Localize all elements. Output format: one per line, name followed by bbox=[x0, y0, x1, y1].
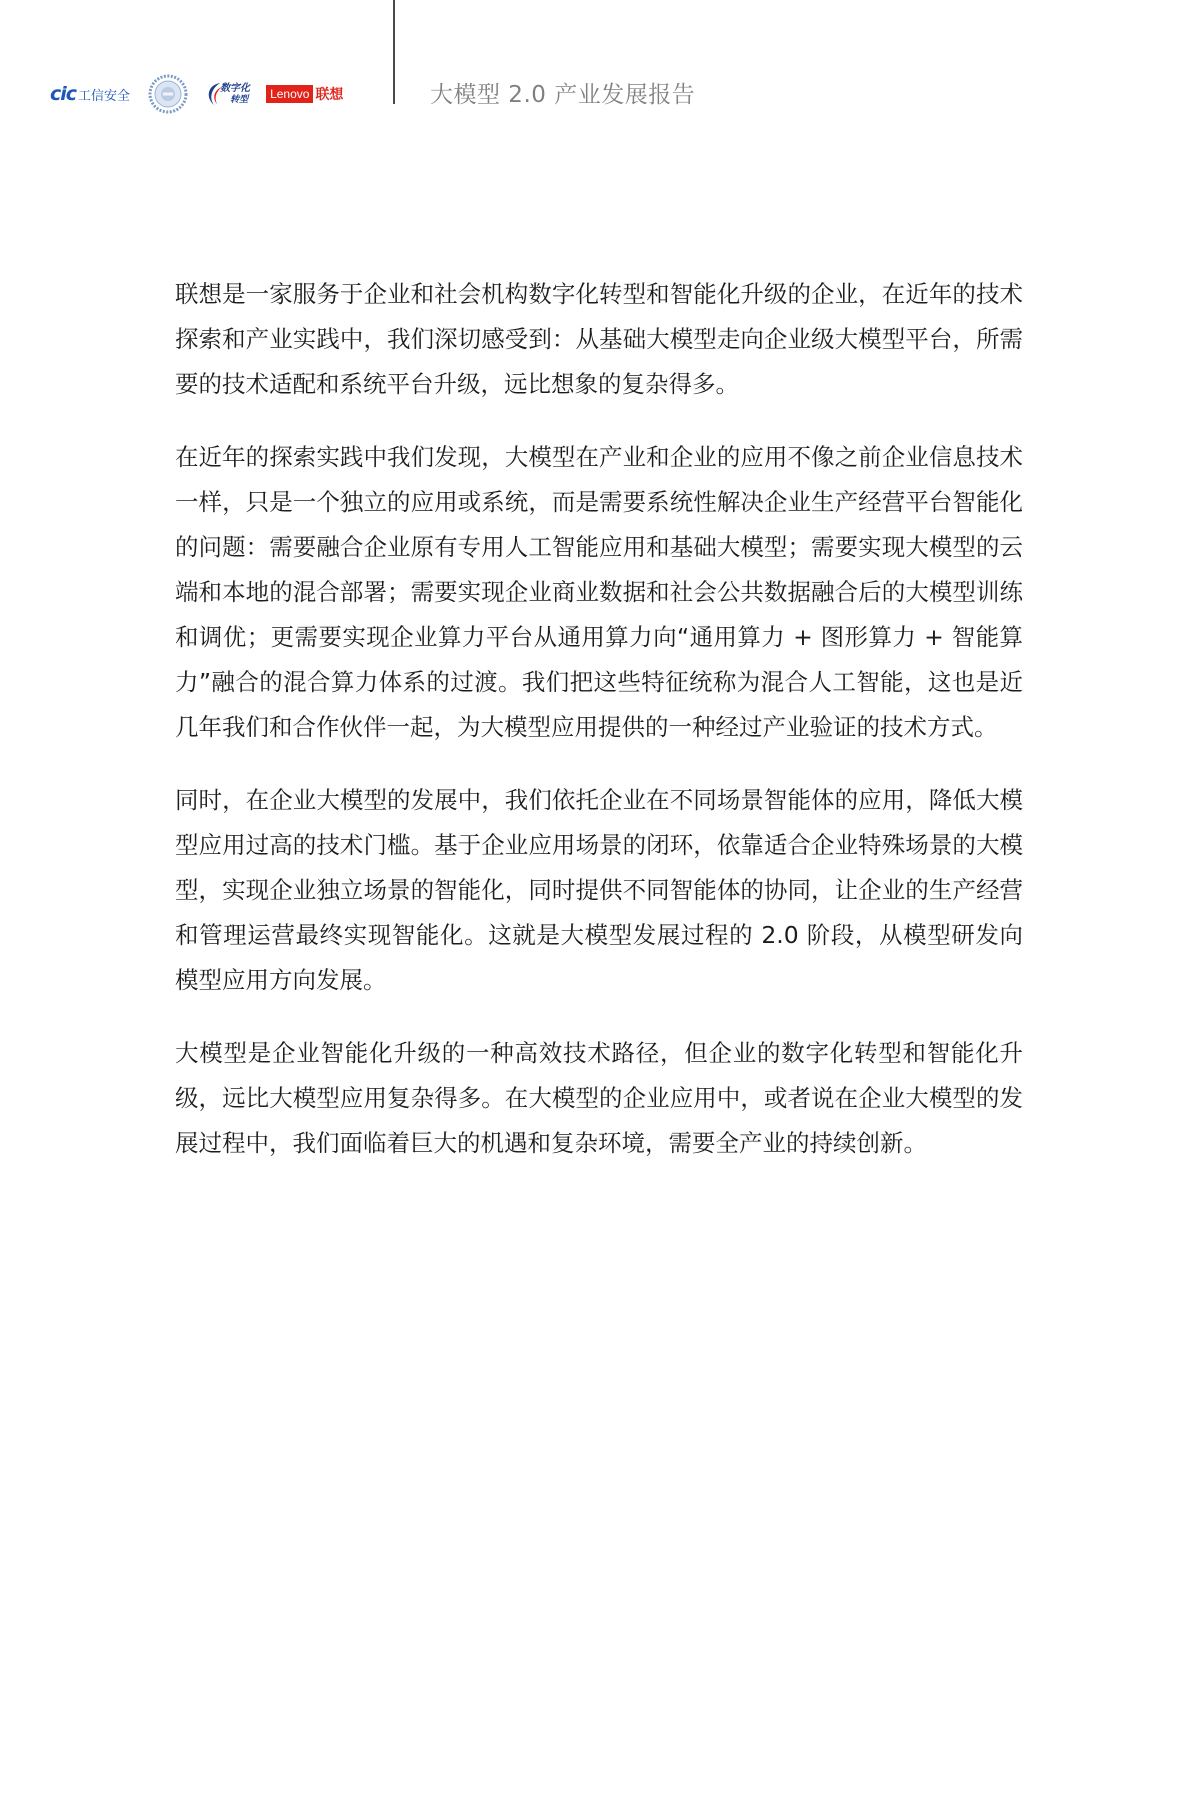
digital-logo-bottom: 转型 bbox=[230, 94, 249, 105]
report-title: 大模型 2.0 产业发展报告 bbox=[430, 82, 696, 108]
lenovo-logo-latin: Lenovo bbox=[266, 85, 313, 103]
header-divider bbox=[393, 0, 395, 104]
cic-logo-name: 工信安全 bbox=[78, 88, 131, 104]
cic-logo-mark: cic bbox=[50, 83, 77, 105]
lenovo-logo bbox=[266, 72, 343, 116]
partner-logos bbox=[50, 72, 343, 116]
cic-logo bbox=[50, 72, 130, 116]
page-header bbox=[0, 0, 1200, 130]
seal-logo-icon bbox=[148, 74, 188, 114]
digital-transformation-logo bbox=[204, 72, 250, 116]
paragraph: 大模型是企业智能化升级的一种高效技术路径，但企业的数字化转型和智能化升级，远比大模型应用复杂得多。在大模型的企业应用中，或者说在企业大模型的发展过程中，我们面临着巨大的机遇和复杂环境，需要全产业的持续创新。 bbox=[175, 1039, 1023, 1157]
paragraph: 联想是一家服务于企业和社会机构数字化转型和智能化升级的企业，在近年的技术探索和产业实践中，我们深切感受到：从基础大模型走向企业级大模型平台，所需要的技术适配和系统平台升级，远比想象的复杂得多。 bbox=[175, 280, 1023, 398]
paragraph: 在近年的探索实践中我们发现，大模型在产业和企业的应用不像之前企业信息技术一样，只是一个独立的应用或系统，而是需要系统性解决企业生产经营平台智能化的问题：需要融合企业原有专用人工智能应用和基础大模型；需要实现大模型的云端和本地的混合部署；需要实现企业商业数据和社会公共数据融合后的大模型训练和调优；更需要实现企业算力平台从通用算力向“通用算力 + 图形算力 + 智能算力”融合的混合算力体系的过渡。我们把这些特征统称为混合人工智能，这也是近几年我们和合作伙伴一起，为大模型应用提供的一种经过产业验证的技术方式。 bbox=[175, 443, 1023, 741]
digital-logo-top: 数字化 bbox=[220, 82, 251, 94]
body-content bbox=[175, 272, 1023, 1194]
paragraph: 同时，在企业大模型的发展中，我们依托企业在不同场景智能体的应用，降低大模型应用过高的技术门槛。基于企业应用场景的闭环，依靠适合企业特殊场景的大模型，实现企业独立场景的智能化，同时提供不同智能体的协同，让企业的生产经营和管理运营最终实现智能化。这就是大模型发展过程的 2.0 阶段，从模型研发向模型应用方向发展。 bbox=[175, 786, 1023, 994]
lenovo-logo-chinese: 联想 bbox=[315, 87, 344, 103]
